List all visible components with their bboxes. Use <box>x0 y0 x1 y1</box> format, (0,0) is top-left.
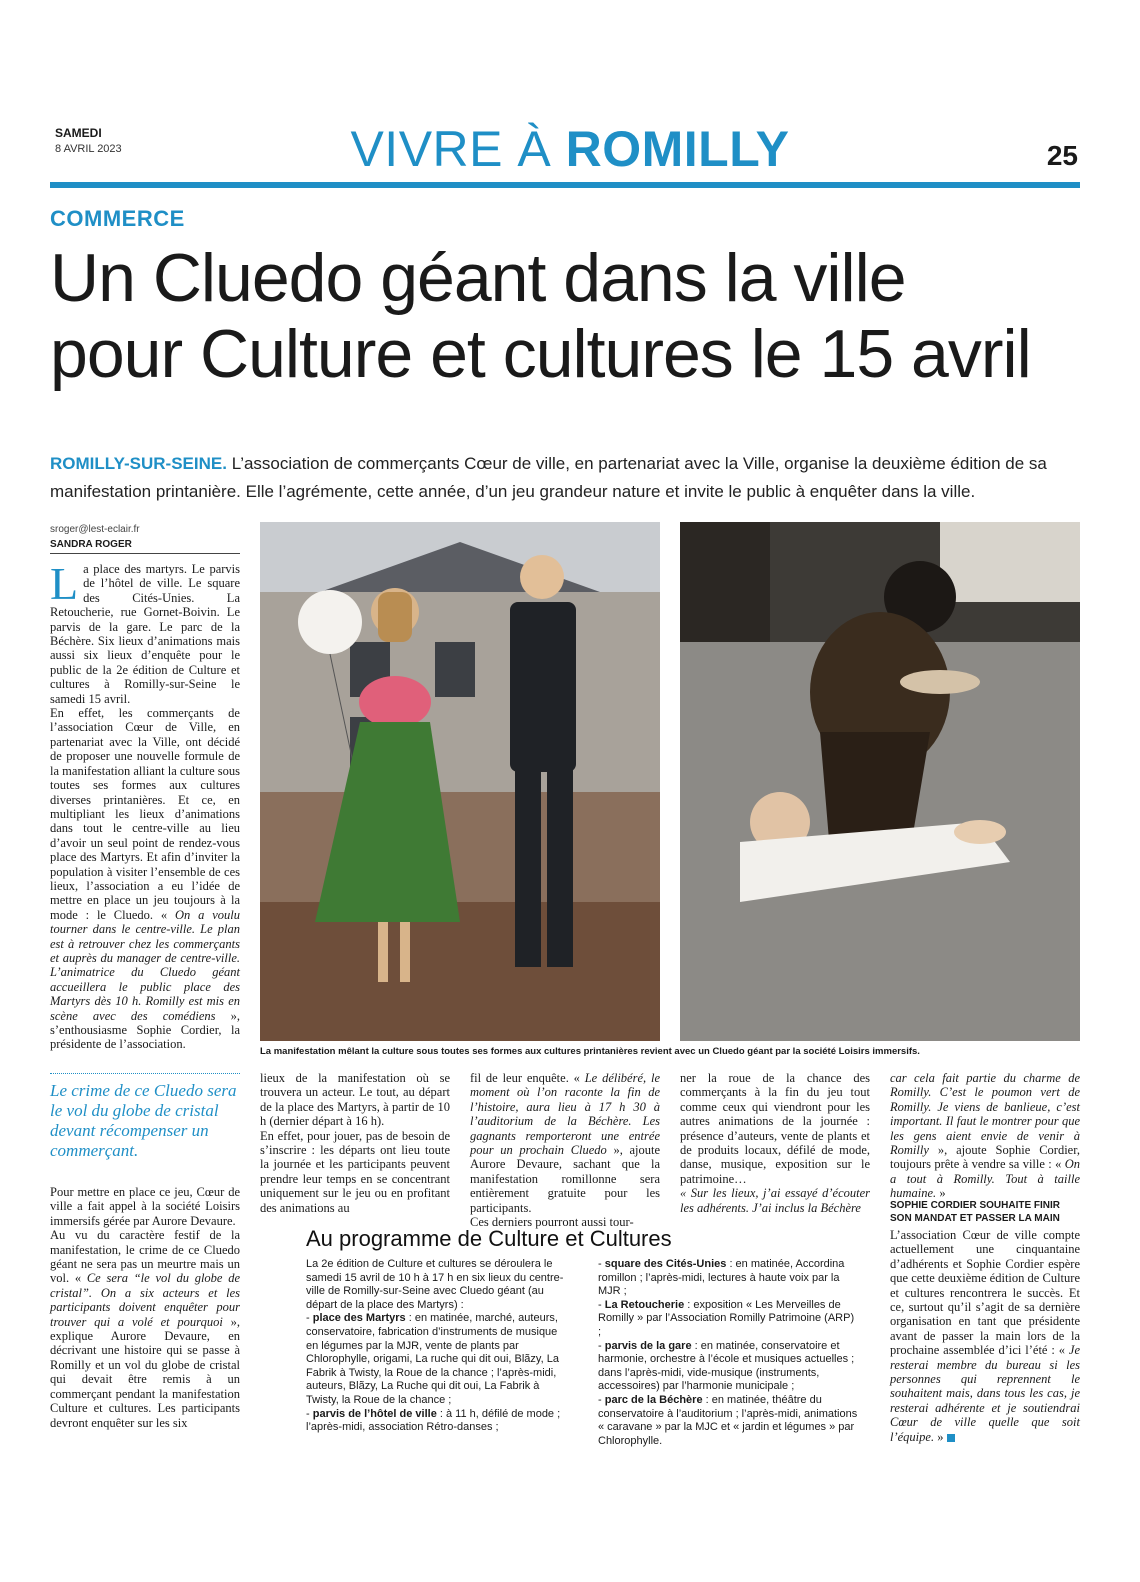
quote: car cela fait partie du charme de Romilly. C’est le poumon vert de Romilly. Je viens de banlieue, c’est important. Il faut le montrer pour que les gens aient envie de venir à Romilly <box>890 1071 1080 1158</box>
programme-column-1: La 2e édition de Culture et cultures se déroulera le samedi 15 avril de 10 h à 17 h en six lieux du centre-ville de Romilly-sur-Seine avec Cluedo géant (au départ de la place des Martyrs) : - place des Martyrs : en matinée, marché, auteurs, conservatoire, fabrication d’instruments de musique en légumes par la MJR, vente de plants par Chlorophylle, origami, La ruche qui dit oui, Blãzy, La Fabrik à Twisty, la Roue de la chance ; l’après-midi, auteurs, Blãzy, La Ruche qui dit oui, La Fabrik à Twisty, la Roue de la chance ; - parvis de l’hôtel de ville : à 11 h, défilé de mode ; l’après-midi, association Rétro-danses ; <box>306 1258 564 1434</box>
programme-detail: : en matinée, Accordina romillon ; l’après-midi, lectures à haute voix par la MJR ; <box>598 1258 845 1298</box>
paragraph: L’association Cœur de ville compte actuellement une cinquantaine d’adhérents et Sophie Cordier espère que cette deuxième édition de Culture et cultures rencontrera le succès. Et ce, surtout qu’il s’agit de sa dernière organisation en tant que présidente avant de passer la main lors de la prochaine assemblée d’ici l’été : « <box>890 1228 1080 1358</box>
standfirst <box>50 450 1090 506</box>
quote: Ce sera “le vol du globe de cristal”. On a six acteurs et les participants doivent enquêter pour trouver qui a volé et pourquoi <box>50 1271 240 1329</box>
paragraph: Au vu du caractère festif de la manifestation, le crime de ce Cluedo géant ne sera pas un meurtre mais un vol. « <box>50 1228 240 1286</box>
quote: Je resterai membre du bureau si les personnes qui reprennent le souhaitent mais, dans tous les cas, je resterai adhérente et je soutiendrai Cœur de ville quelle que soit l’équipe. <box>890 1343 1081 1444</box>
paragraph: a place des martyrs. Le parvis de l’hôtel de ville. Le square des Cités-Unies. La Retoucherie, rue Gornet-Boivin. Le parvis de la gare. Le parc de la Béchère. Six lieux d’animations mais aussi six lieux d’enquête pour le public de la 2e édition de Culture et cultures à Romilly-sur-Seine le samedi 15 avril. <box>50 562 240 706</box>
body-column-1-bottom <box>50 1185 240 1430</box>
edition-day: SAMEDI <box>55 126 102 140</box>
programme-place: place des Martyrs <box>312 1312 406 1325</box>
drop-cap: L <box>50 558 79 609</box>
paragraph: », ajoute Aurore Devaure, sachant que la manifestation romillonne sera entièrement gratuite pour les participants. <box>470 1143 661 1215</box>
pullquote-rule <box>50 1073 240 1074</box>
programme-detail: : exposition « Les Merveilles de Romilly » par l’Association Romilly Patrimoine (ARP) ; <box>598 1298 855 1338</box>
paragraph: » <box>937 1429 944 1444</box>
paragraph: » <box>939 1186 946 1201</box>
paragraph: lieux de la manifestation où se trouvera un acteur. Le tout, au départ de la place des Martyrs, à partir de 10 h (dernier départ à 16 h). <box>260 1071 450 1129</box>
photo-cluedo-scene <box>680 522 1080 1041</box>
programme-title: Au programme de Culture et Cultures <box>306 1226 672 1251</box>
programme-place: parvis de l’hôtel de ville <box>312 1407 437 1420</box>
section-title-light: VIVRE À <box>350 121 566 177</box>
headline <box>50 240 1095 392</box>
paragraph: ner la roue de la chance des commerçants à la fin du jeu tout comme ceux qui viendront pour les autres animations de la journée : présence d’auteurs, vente de plants et de produits locaux, défilé de mode, danse, musique, exposition sur le patrimoine… <box>680 1071 870 1186</box>
byline-rule <box>50 553 240 554</box>
body-column-4 <box>680 1071 870 1215</box>
standfirst-text: L’association de commerçants Cœur de ville, en partenariat avec la Ville, organise la deuxième édition de sa manifestation printanière. Elle l’agrémente, cette année, d’un jeu grandeur nature et invite le public à enquêter dans la ville. <box>50 454 1047 501</box>
programme-detail: : à 11 h, défilé de mode ; l’après-midi, association Rétro-danses ; <box>306 1407 561 1434</box>
section-title-bold: ROMILLY <box>565 121 790 177</box>
body-column-2 <box>260 1071 450 1215</box>
programme-detail: : en matinée, marché, auteurs, conservatoire, fabrication d’instruments de musique en légumes par la MJR, vente de plants par Chlorophylle, origami, La ruche qui dit oui, Blãzy, La Fabrik à Twisty, la Roue de la chance ; l’après-midi, auteurs, Blãzy, La Ruche qui dit oui, La Fabrik à Twisty, la Roue de la chance ; <box>306 1312 559 1406</box>
paragraph: Ces derniers pourront aussi tour- <box>470 1215 634 1230</box>
paragraph: », ajoute Sophie Cordier, toujours prête à vendre sa ville : « <box>890 1143 1081 1172</box>
paragraph: En effet, pour jouer, pas de besoin de s’inscrire : les départs ont lieu toute la journée et les participants peuvent prendre leur temps en se concentrant uniquement sur le jeu ou en profitant des animations au <box>260 1128 450 1215</box>
quote: Le délibéré, le moment où l’on raconte la fin de l’histoire, aura lieu à 17 h 30 à l’auditorium de la Béchère. Les gagnants remporteront une entrée pour un prochain Cluedo <box>470 1071 660 1158</box>
paragraph: fil de leur enquête. « <box>470 1071 580 1085</box>
pullquote: Le crime de ce Cluedo sera le vol du globe de cristal devant récompenser un commerçant. <box>50 1081 237 1160</box>
programme-place: La Retoucherie <box>604 1298 685 1311</box>
headline-line-2: pour Culture et cultures le 15 avril <box>50 316 1031 392</box>
programme-column-2: - square des Cités-Unies : en matinée, Accordina romillon ; l’après-midi, lectures à haute voix par la MJR ; - La Retoucherie : exposition « Les Merveilles de Romilly » par l’Association Romilly Patrimoine (ARP) ; - parvis de la gare : en matinée, conservatoire et harmonie, orchestre à l’école et musiques actuelles ; dans l’après-midi, vide-musique (instruments, accessoires) par l’harmonie municipale ; - parc de la Béchère : en matinée, théâtre du conservatoire à l’auditorium ; l’après-midi, animations « caravane » par la MJC et « jardin et légumes » par Chlorophylle. <box>598 1258 858 1447</box>
header-rule <box>50 182 1080 188</box>
programme-detail: : en matinée, conservatoire et harmonie, orchestre à l’école et musiques actuelles ; dans l’après-midi, vide-musique (instruments, accessoires) par l’harmonie municipale ; <box>598 1339 855 1393</box>
page-number: 25 <box>1046 140 1078 171</box>
paragraph: Pour mettre en place ce jeu, Cœur de ville a fait appel à la société Loisirs immersifs gérée par Aurore Devaure. <box>50 1185 240 1228</box>
quote: On a tout à Romilly. Tout à taille humaine. <box>890 1157 1080 1201</box>
quote: On a voulu tourner dans le centre-ville. Le plan est à retrouver chez les commerçants et auprès du manager de centre-ville. L’animatrice du Cluedo géant accueillera le public place des Martyrs dès 10 h. Romilly est mis en scène avec des comédiens <box>50 907 241 1023</box>
programme-detail: : en matinée, théâtre du conservatoire à l’auditorium ; l’après-midi, animations « caravane » par la MJC et « jardin et légumes » par Chlorophylle. <box>598 1393 858 1447</box>
section-title <box>0 120 1140 178</box>
end-of-article-icon <box>947 1434 955 1442</box>
paragraph: », explique Aurore Devaure, en décrivant une histoire qui se passe à Romilly et un vol du globe de cristal qui devait être remis à un commerçant pendant la manifestation Culture et cultures. Les participants devront enquêter sur les six <box>50 1314 240 1430</box>
programme-place: square des Cités-Unies <box>604 1258 727 1270</box>
body-column-3 <box>470 1071 660 1229</box>
standfirst-city: ROMILLY-SUR-SEINE. <box>50 454 227 473</box>
byline-email: sroger@lest-eclair.fr <box>50 524 140 535</box>
photo-couple-illustration <box>260 522 660 1041</box>
photo-cluedo-illustration <box>680 522 1080 1041</box>
programme-intro: La 2e édition de Culture et cultures se déroulera le samedi 15 avril de 10 h à 17 h en six lieux du centre-ville de Romilly-sur-Seine avec Cluedo géant (au départ de la place des Martyrs) : <box>306 1258 564 1311</box>
kicker: COMMERCE <box>50 206 185 231</box>
photo-caption: La manifestation mêlant la culture sous toutes ses formes aux cultures printanières revient avec un Cluedo géant par la société Loisirs immersifs. <box>260 1046 920 1057</box>
body-column-5 <box>890 1071 1080 1201</box>
quote: « Sur les lieux, j’ai essayé d’écouter les adhérents. J’ai inclus la Béchère <box>680 1186 870 1215</box>
subheading: SOPHIE CORDIER SOUHAITE FINIR SON MANDAT ET PASSER LA MAIN <box>890 1200 1061 1224</box>
paragraph: En effet, les commerçants de l’association Cœur de Ville, en partenariat avec la Ville, ont décidé de proposer une nouvelle formule de la manifestation alliant la culture sous toutes ses formes aux cultures diverses printanières. Et ce, en multipliant les lieux d’animations dans tout le centre-ville au lieu d’avoir un seul point de rendez-vous place des Martyrs. Et afin d’inviter la population à visiter l’ensemble de ces lieux, l’association a eu l’idée de mettre en place un jeu toujours à la mode : le Cluedo. « <box>50 706 240 922</box>
paragraph: », s’enthousiasme Sophie Cordier, la présidente de l’association. <box>50 1008 241 1052</box>
programme-place: parc de la Béchère <box>604 1393 703 1406</box>
headline-line-1: Un Cluedo géant dans la ville <box>50 240 906 316</box>
photo-couple-vegetal-dress <box>260 522 660 1041</box>
byline-name: SANDRA ROGER <box>50 539 132 550</box>
body-column-1 <box>50 558 241 1052</box>
edition-date: 8 AVRIL 2023 <box>55 143 122 155</box>
body-column-5-bottom <box>890 1228 1080 1444</box>
programme-place: parvis de la gare <box>604 1339 692 1352</box>
